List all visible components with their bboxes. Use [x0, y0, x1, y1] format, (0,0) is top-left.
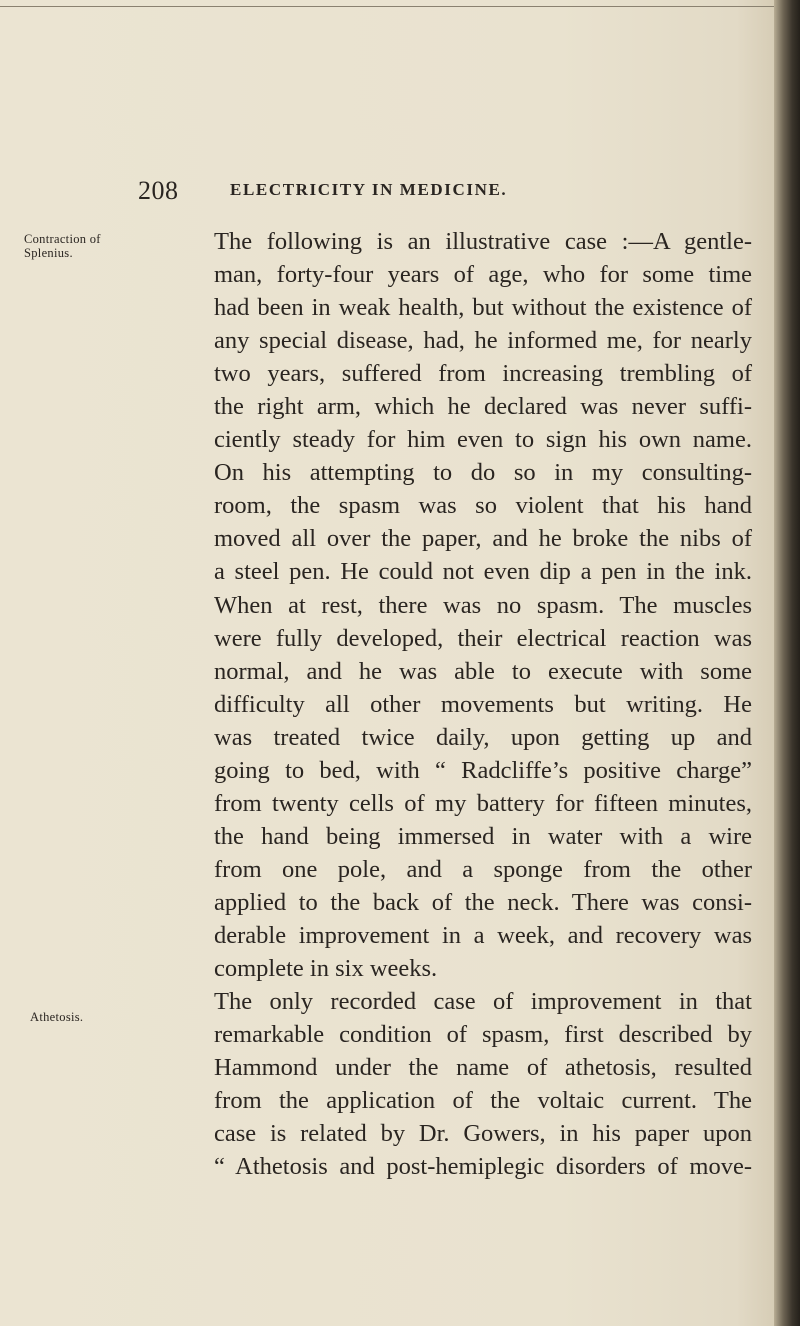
- text-line: were fully developed, their electrical reaction was: [214, 624, 752, 652]
- text-line: remarkable condition of spasm, first described by: [214, 1021, 752, 1049]
- text-line: normal, and he was able to execute with some: [214, 657, 752, 685]
- margin-note-contraction-line2: Splenius.: [24, 246, 73, 260]
- text-line: case is related by Dr. Gowers, in his paper upon: [214, 1120, 752, 1148]
- text-line: a steel pen. He could not even dip a pen in the ink.: [214, 558, 752, 586]
- text-line: was treated twice daily, upon getting up and: [214, 723, 752, 751]
- text-line: The following is an illustrative case :—A gentle-: [214, 228, 752, 255]
- margin-note-contraction: [24, 232, 101, 260]
- text-line: from the application of the voltaic current. The: [214, 1087, 752, 1115]
- text-line: The only recorded case of improvement in that: [214, 988, 752, 1016]
- text-line: derable improvement in a week, and recovery was: [214, 921, 752, 949]
- book-edge-shadow: [774, 0, 800, 1326]
- text-line: ciently steady for him even to sign his own name.: [214, 426, 752, 454]
- text-line: complete in six weeks.: [214, 955, 438, 983]
- text-line: room, the spasm was so violent that his hand: [214, 492, 752, 520]
- text-line: applied to the back of the neck. There was consi-: [214, 888, 752, 916]
- margin-note-athetosis: Athetosis.: [30, 1010, 84, 1024]
- page-number: 208: [138, 176, 179, 205]
- text-line: Hammond under the name of athetosis, resulted: [214, 1054, 752, 1082]
- text-line: When at rest, there was no spasm. The muscles: [214, 591, 752, 619]
- text-line: “ Athetosis and post-hemiplegic disorders of move-: [214, 1153, 752, 1181]
- text-line: any special disease, had, he informed me, for nearly: [214, 327, 752, 355]
- text-line: the right arm, which he declared was never suffi-: [214, 393, 752, 421]
- body-text: [214, 225, 752, 1183]
- text-line: the hand being immersed in water with a wire: [214, 822, 752, 850]
- top-rule: [0, 0, 790, 7]
- running-head: ELECTRICITY IN MEDICINE.: [230, 180, 508, 199]
- text-line: On his attempting to do so in my consulting-: [214, 459, 752, 487]
- text-line: going to bed, with “ Radcliffe’s positive charge”: [214, 756, 752, 784]
- text-line: man, forty-four years of age, who for some time: [214, 261, 752, 289]
- text-line: two years, suffered from increasing trembling of: [214, 360, 752, 388]
- text-line: from one pole, and a sponge from the other: [214, 855, 752, 883]
- margin-note-contraction-line1: Contraction of: [24, 232, 101, 246]
- text-line: moved all over the paper, and he broke the nibs of: [214, 525, 752, 553]
- text-line: from twenty cells of my battery for fifteen minutes,: [214, 789, 752, 817]
- page-header: [0, 176, 800, 206]
- text-line: difficulty all other movements but writing. He: [214, 690, 752, 718]
- text-line: had been in weak health, but without the existence of: [214, 294, 752, 322]
